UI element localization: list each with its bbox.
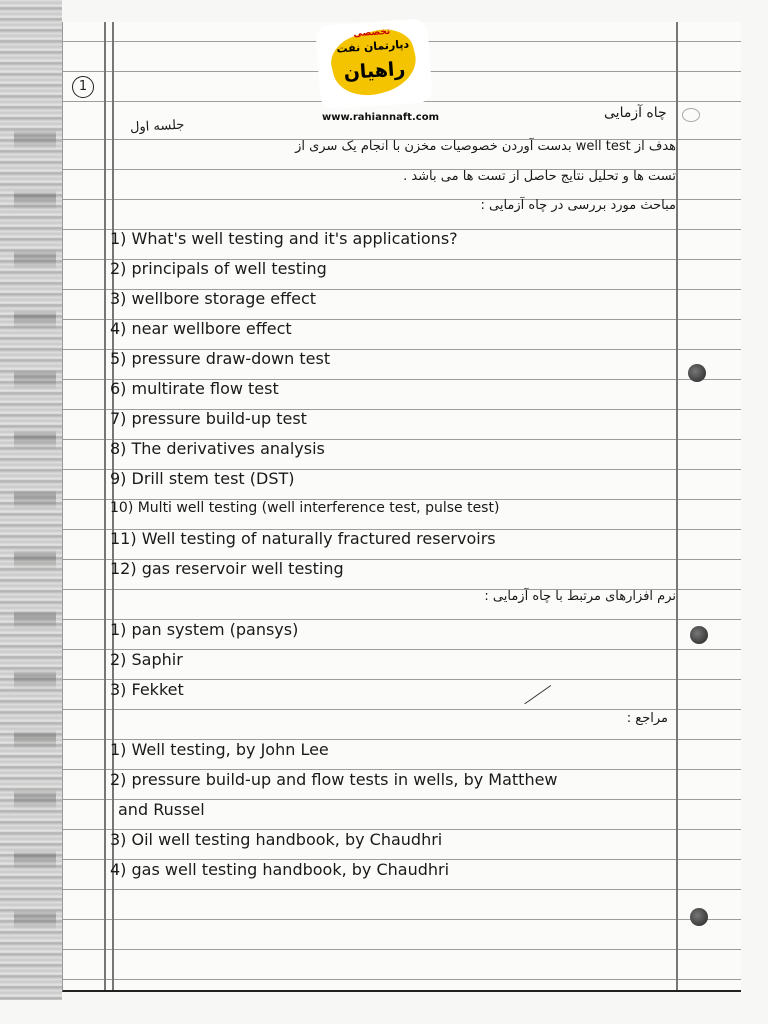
topic-item: 7) pressure build-up test xyxy=(110,409,307,428)
binder-hole-icon xyxy=(690,626,708,644)
session-label: جلسه اول xyxy=(129,117,185,136)
software-item: 3) Fekket xyxy=(110,680,184,699)
margin-line-left xyxy=(104,22,106,990)
page-number: 1 xyxy=(72,76,94,98)
topic-item: 3) wellbore storage effect xyxy=(110,289,317,308)
software-item: 2) Saphir xyxy=(110,650,183,669)
reference-item-continuation: and Russel xyxy=(118,800,205,819)
website-url: www.rahiannaft.com xyxy=(322,112,439,123)
binder-hole-icon xyxy=(688,364,706,382)
intro-line-2: تست ها و تحلیل نتایج حاصل از تست ها می باشد . xyxy=(403,169,676,184)
topic-item: 8) The derivatives analysis xyxy=(110,439,325,458)
binder-hole-icon xyxy=(690,908,708,926)
intro-line-1: هدف از well test بدست آوردن خصوصیات مخزن با انجام یک سری از xyxy=(295,139,676,154)
reference-item: 1) Well testing, by John Lee xyxy=(110,740,329,759)
references-heading: مراجع : xyxy=(626,711,668,726)
logo-text-main: راهیان xyxy=(342,57,407,85)
topic-item: 6) multirate flow test xyxy=(110,379,279,398)
topic-item: 12) gas reservoir well testing xyxy=(110,559,344,578)
margin-line-right xyxy=(676,22,678,990)
software-heading: نرم افزارهای مرتبط با چاه آزمایی : xyxy=(484,589,676,604)
reference-item: 2) pressure build-up and flow tests in wells, by Matthew xyxy=(110,770,558,789)
rahian-naft-logo xyxy=(315,18,433,110)
topic-item: 1) What's well testing and it's applications? xyxy=(110,229,458,248)
reference-item: 3) Oil well testing handbook, by Chaudhri xyxy=(110,830,443,849)
scan-shadow-marks xyxy=(14,90,56,950)
topic-item: 4) near wellbore effect xyxy=(110,319,292,338)
logo-text-top: تخصصی xyxy=(353,26,391,40)
topic-item: 11) Well testing of naturally fractured reservoirs xyxy=(110,529,496,548)
topic-item: 9) Drill stem test (DST) xyxy=(110,469,295,488)
reference-item: 4) gas well testing handbook, by Chaudhri xyxy=(110,860,450,879)
binder-hole-icon xyxy=(682,108,700,122)
topic-item: 10) Multi well testing (well interference test, pulse test) xyxy=(110,500,500,516)
intro-line-3: مباحث مورد بررسی در چاه آزمایی : xyxy=(480,198,676,213)
topic-item: 2) principals of well testing xyxy=(110,259,327,278)
page-title: چاه آزمایی xyxy=(604,105,667,121)
logo-text-middle: دپارتمان نفت xyxy=(336,37,410,56)
software-item: 1) pan system (pansys) xyxy=(110,620,299,639)
topic-item: 5) pressure draw-down test xyxy=(110,349,331,368)
